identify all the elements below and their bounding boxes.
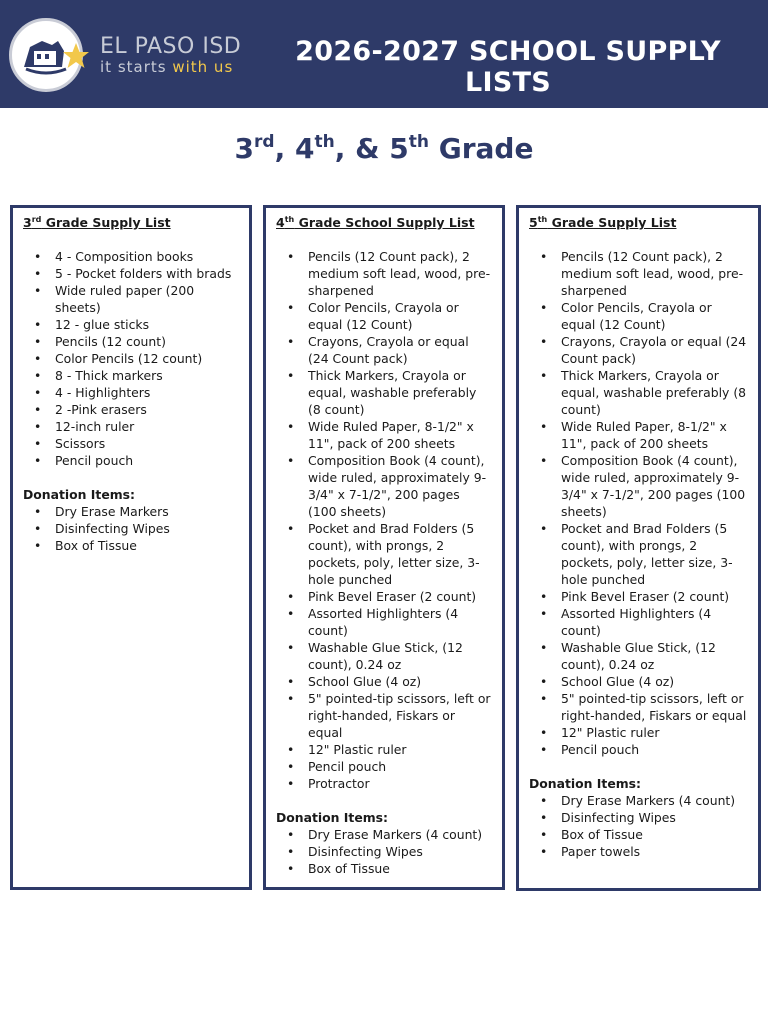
column-title-suffix: th [284, 215, 295, 224]
page-header [0, 0, 768, 108]
supply-item: • Pocket and Brad Folders (5 count), with prongs, 2 pockets, poly, letter size, 3-hole punched [276, 520, 492, 588]
grade-heading: 3rd, 4th, & 5th Grade [234, 132, 534, 165]
column-title [529, 215, 748, 230]
grade-3-suffix: rd [254, 132, 275, 152]
column-title [276, 215, 492, 230]
supply-item: • 12" Plastic ruler [529, 724, 748, 741]
donation-item: • Dry Erase Markers [23, 503, 239, 520]
supply-item: • Pencil pouch [23, 452, 239, 469]
supply-item: • Wide ruled paper (200 sheets) [23, 282, 239, 316]
supply-item: • 12-inch ruler [23, 418, 239, 435]
ampersand: & [355, 132, 380, 165]
supply-item: • Wide Ruled Paper, 8-1/2" x 11", pack of 200 sheets [529, 418, 748, 452]
supply-item: • Pink Bevel Eraser (2 count) [529, 588, 748, 605]
supply-item: • 4 - Highlighters [23, 384, 239, 401]
column-title-suffix: rd [31, 215, 42, 224]
grade-5-number: 5 [389, 132, 409, 165]
donation-item: • Box of Tissue [23, 537, 239, 554]
supply-item: • 12" Plastic ruler [276, 741, 492, 758]
donation-title: Donation Items: [23, 487, 135, 502]
supply-item: • Pocket and Brad Folders (5 count), with prongs, 2 pockets, poly, letter size, 3-hole punched [529, 520, 748, 588]
column-title [23, 215, 239, 230]
donation-item: • Disinfecting Wipes [276, 843, 492, 860]
supply-item: • Thick Markers, Crayola or equal, washable preferably (8 count) [529, 367, 748, 418]
donation-title: Donation Items: [529, 776, 641, 791]
supply-item: • Wide Ruled Paper, 8-1/2" x 11", pack of 200 sheets [276, 418, 492, 452]
supply-item: • Color Pencils, Crayola or equal (12 Count) [529, 299, 748, 333]
column-title-number: 4 [276, 215, 285, 230]
grade-3-column [10, 205, 252, 890]
supply-item: • Pencil pouch [276, 758, 492, 775]
grade-4-number: 4 [294, 132, 315, 165]
donation-item: • Box of Tissue [529, 826, 748, 843]
supply-item: • Washable Glue Stick, (12 count), 0.24 oz [276, 639, 492, 673]
supply-item: • School Glue (4 oz) [529, 673, 748, 690]
supply-item: • Scissors [23, 435, 239, 452]
supply-item: • Assorted Highlighters (4 count) [529, 605, 748, 639]
grade-5-column [516, 205, 761, 891]
donation-item: • Dry Erase Markers (4 count) [276, 826, 492, 843]
page-title: 2026-2027 SCHOOL SUPPLY LISTS [295, 36, 721, 98]
supply-item: • 5" pointed-tip scissors, left or right-handed, Fiskars or equal [276, 690, 492, 741]
supply-item: • Crayons, Crayola or equal (24 Count pack) [529, 333, 748, 367]
tagline-highlight: with us [172, 58, 234, 76]
supply-item: • Pencils (12 Count pack), 2 medium soft lead, wood, pre-sharpened [276, 248, 492, 299]
supply-item: • School Glue (4 oz) [276, 673, 492, 690]
column-title-number: 3 [23, 215, 32, 230]
tagline-prefix: it starts [100, 58, 173, 76]
column-title-text: Grade Supply List [41, 215, 171, 230]
grade-word: Grade [438, 132, 534, 165]
donation-item: • Disinfecting Wipes [23, 520, 239, 537]
supply-item: • Color Pencils, Crayola or equal (12 Count) [276, 299, 492, 333]
column-title-text: Grade Supply List [547, 215, 677, 230]
supply-item: • Composition Book (4 count), wide ruled, approximately 9-3/4" x 7-1/2", 200 pages (100 sheets) [529, 452, 748, 520]
supply-item: • Washable Glue Stick, (12 count), 0.24 oz [529, 639, 748, 673]
grade-4-column [263, 205, 505, 890]
supply-item: • Pencils (12 count) [23, 333, 239, 350]
column-title-text: Grade School Supply List [294, 215, 475, 230]
supply-item: • Pencil pouch [529, 741, 748, 758]
column-title-number: 5 [529, 215, 538, 230]
grade-4-suffix: th [314, 132, 335, 152]
supply-item: • Pencils (12 Count pack), 2 medium soft lead, wood, pre-sharpened [529, 248, 748, 299]
donation-list [529, 792, 748, 860]
supply-item: • Thick Markers, Crayola or equal, washable preferably (8 count) [276, 367, 492, 418]
supply-item: • 5 - Pocket folders with brads [23, 265, 239, 282]
supply-list [23, 248, 239, 469]
supply-list [276, 248, 492, 792]
brand-tagline [100, 58, 233, 76]
supply-item: • 8 - Thick markers [23, 367, 239, 384]
donation-item: • Disinfecting Wipes [529, 809, 748, 826]
supply-item: • Assorted Highlighters (4 count) [276, 605, 492, 639]
supply-item: • Protractor [276, 775, 492, 792]
supply-item: • Crayons, Crayola or equal (24 Count pack) [276, 333, 492, 367]
column-title-suffix: th [537, 215, 548, 224]
supply-item: • 12 - glue sticks [23, 316, 239, 333]
grade-3-number: 3 [234, 132, 255, 165]
supply-item: • 4 - Composition books [23, 248, 239, 265]
supply-list [529, 248, 748, 758]
donation-item: • Paper towels [529, 843, 748, 860]
star-icon [62, 42, 90, 70]
supply-item: • Pink Bevel Eraser (2 count) [276, 588, 492, 605]
donation-list [276, 826, 492, 877]
donation-title: Donation Items: [276, 810, 388, 825]
supply-item: • Color Pencils (12 count) [23, 350, 239, 367]
supply-item: • Composition Book (4 count), wide ruled, approximately 9-3/4" x 7-1/2", 200 pages (100 sheets) [276, 452, 492, 520]
donation-list [23, 503, 239, 554]
supply-item: • 2 -Pink erasers [23, 401, 239, 418]
donation-item: • Box of Tissue [276, 860, 492, 877]
brand-name: EL PASO ISD [100, 34, 242, 59]
donation-item: • Dry Erase Markers (4 count) [529, 792, 748, 809]
grade-5-suffix: th [408, 132, 429, 152]
supply-item: • 5" pointed-tip scissors, left or right-handed, Fiskars or equal [529, 690, 748, 724]
